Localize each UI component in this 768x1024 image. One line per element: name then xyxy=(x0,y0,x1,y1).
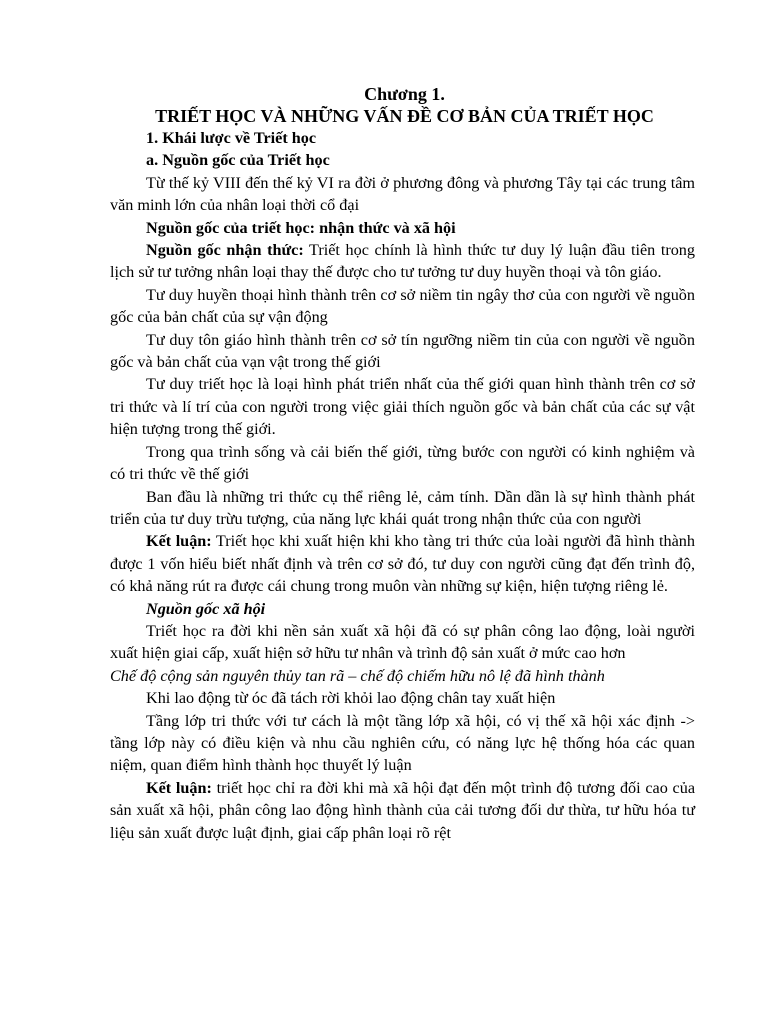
cognitive-origin-text: Triết học chính là hình thức tư duy lý luận đầu tiên trong lịch sử tư tưởng nhân loại thay thế được cho tư tưởng tư duy huyền thoại và tôn giáo. xyxy=(110,241,695,282)
conclusion-label: Kết luận: xyxy=(146,778,212,797)
chapter-title: TRIẾT HỌC VÀ NHỮNG VẤN ĐỀ CƠ BẢN CỦA TRIẾT HỌC xyxy=(155,106,654,126)
paragraph: Triết học ra đời khi nền sản xuất xã hội đã có sự phân công lao động, loài người xuất hiện giai cấp, xuất hiện sở hữu tư nhân và trình độ sản xuất ở mức cao hơn xyxy=(110,621,695,663)
paragraph-italic: Chế độ cộng sản nguyên thủy tan rã – chế độ chiếm hữu nô lệ đã hình thành xyxy=(110,666,605,685)
paragraph: Trong qua trình sống và cải biến thế giới, từng bước con người có kinh nghiệm và có tri thức về thế giới xyxy=(110,442,695,484)
conclusion-text: triết học chỉ ra đời khi mà xã hội đạt đến một trình độ tương đối cao của sản xuất xã hội, phân công lao động hình thành của cải tương đối dư thừa, tư hữu hóa tư liệu sản xuất được luật định, giai cấp phân loại rõ rệt xyxy=(110,778,696,842)
paragraph: Ban đầu là những tri thức cụ thể riêng lẻ, cảm tính. Dần dần là sự hình thành phát triển của tư duy trừu tượng, của năng lực khái quát trong nhận thức của con người xyxy=(110,487,695,528)
paragraph: Tư duy triết học là loại hình phát triển nhất của thế giới quan hình thành trên cơ sở tri thức và lí trí của con người trong việc giải thích nguồn gốc và bản chất của các sự vật hiện tượng trong thế giới. xyxy=(110,375,695,439)
subsection-heading: a. Nguồn gốc của Triết học xyxy=(146,151,330,170)
paragraph: Tầng lớp tri thức với tư cách là một tầng lớp xã hội, có vị thế xã hội xác định -> tầng lớp này có điều kiện và nhu cầu nghiên cứu, có năng lực hệ thống hóa các quan niệm, quan điểm hình thành học thuyết lý luận xyxy=(110,711,695,775)
chapter-number: Chương 1. xyxy=(364,84,445,104)
conclusion-text: Triết học khi xuất hiện khi kho tàng tri thức của loài người đã hình thành được 1 vốn hiểu biết nhất định và trên cơ sở đó, tư duy con người cũng đạt đến trình độ, có khả năng rút ra được cái chung trong muôn vàn những sự kiện, hiện tượng riêng lẻ. xyxy=(110,532,695,596)
paragraph-conclusion xyxy=(110,777,695,844)
paragraph-cognitive-origin xyxy=(110,239,695,284)
conclusion-label: Kết luận: xyxy=(146,532,212,551)
cognitive-origin-label: Nguồn gốc nhận thức: xyxy=(146,241,304,260)
paragraph: Từ thế kỷ VIII đến thế kỷ VI ra đời ở phương đông và phương Tây tại các trung tâm văn minh lớn của nhân loại thời cổ đại xyxy=(110,173,695,215)
paragraph: Khi lao động từ óc đã tách rời khỏi lao động chân tay xuất hiện xyxy=(146,689,556,708)
section-heading: 1. Khái lược về Triết học xyxy=(146,129,317,147)
paragraph-conclusion xyxy=(110,530,695,597)
origin-heading: Nguồn gốc của triết học: nhận thức và xã hội xyxy=(146,218,456,237)
paragraph: Tư duy tôn giáo hình thành trên cơ sở tín ngưỡng niềm tin của con người về nguồn gốc và bản chất của vạn vật trong thế giới xyxy=(110,330,695,372)
social-origin-heading: Nguồn gốc xã hội xyxy=(146,599,266,618)
paragraph: Tư duy huyền thoại hình thành trên cơ sở niềm tin ngây thơ của con người về nguồn gốc của bản chất của sự vận động xyxy=(110,285,695,327)
